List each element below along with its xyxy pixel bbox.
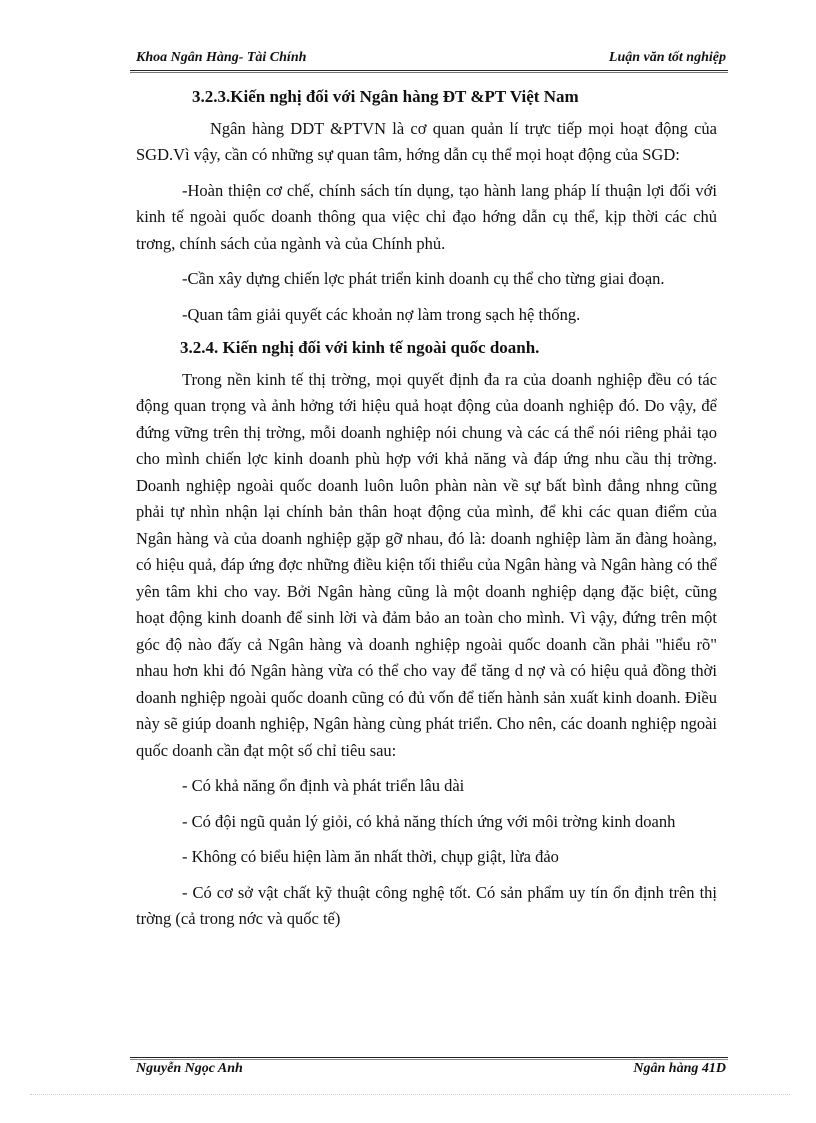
paragraph: Ngân hàng DDT &PTVN là cơ quan quản lí trực tiếp mọi hoạt động của SGD.Vì vậy, cần có những sự quan tâm, hớng dẫn cụ thể mọi hoạt động của SGD: xyxy=(136,118,717,164)
page-edge-divider xyxy=(30,1094,790,1095)
paragraph: -Cần xây dựng chiến lợc phát triển kinh doanh cụ thể cho từng giai đoạn. xyxy=(182,269,665,288)
footer-rule-secondary xyxy=(130,1059,728,1060)
paragraph: -Hoàn thiện cơ chế, chính sách tín dụng, tạo hành lang pháp lí thuận lợi đối với kinh tế ngoài quốc doanh thông qua việc chỉ đạo hớng dẫn cụ thể, kịp thời các chủ trơng, chính sách của ngành và của Chính phủ. xyxy=(136,180,717,253)
header-rule-secondary xyxy=(130,72,728,73)
paragraph: Trong nền kinh tế thị trờng, mọi quyết định đa ra của doanh nghiệp đều có tác động quan trọng và ảnh hởng tới hiệu quả hoạt động của doanh nghiệp đó. Do vậy, để đứng vững trên thị trờng, mỗi doanh nghiệp nói chung và các cá thể nói riêng phải tạo cho mình chiến lợc kinh doanh phù hợp với khả năng và đáp ứng nhu cầu thị trờng. Doanh nghiệp ngoài quốc doanh luôn luôn phàn nàn về sự bất bình đẳng nhng cũng phải tự nhìn nhận lại chính bản thân hoạt động của mình, để khi các quan điểm của Ngân hàng và của doanh nghiệp gặp gỡ nhau, đó là: doanh nghiệp làm ăn đàng hoàng, có hiệu quả, đáp ứng đợc những điều kiện tối thiểu của Ngân hàng và Ngân hàng có thể yên tâm khi cho vay. Bởi Ngân hàng cũng là một doanh nghiệp dạng đặc biệt, cũng hoạt động kinh doanh để sinh lời và đảm bảo an toàn cho mình. Vì vậy, đứng trên một góc độ nào đấy cả Ngân hàng và doanh nghiệp ngoài quốc doanh cần phải "hiểu rõ" nhau hơn khi đó Ngân hàng vừa có thể cho vay để tăng d nợ và có hiệu quả đồng thời doanh nghiệp ngoài quốc doanh cũng có đủ vốn để tiến hành sản xuất kinh doanh. Điều này sẽ giúp doanh nghiệp, Ngân hàng cùng phát triển. Cho nên, các doanh nghiệp ngoài quốc doanh cần đạt một số chỉ tiêu sau: xyxy=(136,369,717,760)
section-heading-3-2-4: 3.2.4. Kiến nghị đối với kinh tế ngoài quốc doanh. xyxy=(180,338,540,357)
list-item: - Có đội ngũ quản lý giỏi, có khả năng thích ứng với môi trờng kinh doanh xyxy=(182,811,676,831)
footer-author: Nguyễn Ngọc Anh xyxy=(136,1061,243,1076)
list-item: - Có cơ sở vật chất kỹ thuật công nghệ tốt. Có sản phẩm uy tín ổn định trên thị trờng (cả trong nớc và quốc tế) xyxy=(136,882,717,928)
list-item: - Không có biểu hiện làm ăn nhất thời, chụp giật, lừa đảo xyxy=(182,847,559,866)
header-thesis-label: Luận văn tốt nghiệp xyxy=(608,50,726,65)
section-heading-3-2-3: 3.2.3.Kiến nghị đối với Ngân hàng ĐT &PT Việt Nam xyxy=(192,87,579,106)
footer-rule xyxy=(130,1057,728,1058)
page-footer xyxy=(136,1061,726,1081)
list-item: - Có khả năng ổn định và phát triển lâu dài xyxy=(182,776,465,795)
paragraph: -Quan tâm giải quyết các khoản nợ làm trong sạch hệ thống. xyxy=(182,304,581,324)
header-rule xyxy=(130,70,728,71)
page-header xyxy=(136,50,726,72)
page-body xyxy=(136,84,717,942)
header-faculty: Khoa Ngân Hàng- Tài Chính xyxy=(136,50,307,65)
footer-class: Ngân hàng 41D xyxy=(633,1061,726,1076)
